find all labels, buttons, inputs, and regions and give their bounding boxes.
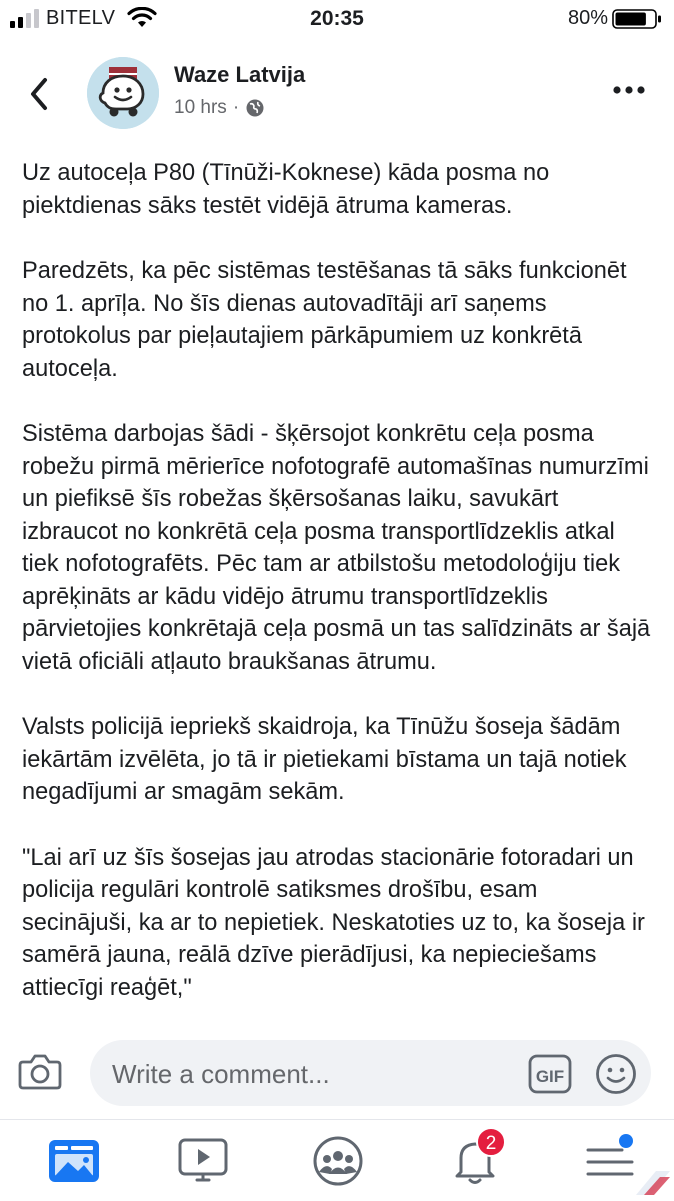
post-paragraph: "Lai arī uz šīs šosejas jau atrodas stacionārie fotoradari un policija regulāri kontrolē satiksmes drošību, esam secinājuši, ka ar to nepietiek. Neskatoties uz to, ka šoseja ir samērā jauna, reālā dzīve pierādījusi, ka nepieciešams attiecīgi reaģēt,"	[22, 844, 645, 1001]
clock: 20:35	[310, 7, 364, 30]
meta-separator: ·	[232, 97, 240, 118]
page-avatar[interactable]	[87, 57, 159, 129]
camera-icon[interactable]	[18, 1051, 62, 1091]
post-paragraph: Paredzēts, ka pēc sistēmas testēšanas tā sāks funkcionēt no 1. aprīļa. No šīs dienas autovadītāji arī saņems protokolus par pieļautajiem pārkāpumiem uz konkrētā autoceļa.	[22, 258, 627, 382]
post-paragraph: Sistēma darbojas šādi - šķērsojot konkrētu ceļa posma robežu pirmā mērierīce nofotografē automašīnas numurzīmi un piefiksē šīs robežas šķērsošanas laiku, savukārt izbraucot no konkrētā ceļa posma transportlīdzeklis atkal tiek nofotografēts. Pēc tam ar atbilstošu metodoloģiju tiek aprēķināts ar kādu vidējo ātrumu transportlīdzeklis pārvietojies konkrētajā ceļa posmā un tas salīdzināts ar šajā vietā oficiāli atļauto braukšanas ātrumu.	[22, 421, 651, 675]
tab-bar	[0, 1119, 674, 1201]
waze-logo-icon	[87, 57, 159, 129]
tab-groups[interactable]	[310, 1134, 366, 1188]
status-bar	[0, 0, 674, 40]
post-meta	[174, 97, 265, 119]
tab-watch[interactable]	[175, 1134, 231, 1188]
post-paragraph: Valsts policijā iepriekš skaidroja, ka Tīnūžu šoseja šādām iekārtām izvēlēta, jo tā ir pietiekami bīstama un tajā notiek negadījumi ar smagām sekām.	[22, 714, 627, 805]
comment-bar	[0, 1029, 674, 1119]
back-icon[interactable]	[24, 74, 54, 114]
battery-percent: 80%	[567, 7, 608, 29]
post-paragraph: Uz autoceļa P80 (Tīnūži-Koknese) kāda posma no piektdienas sāks testēt vidējā ātruma kameras.	[22, 160, 550, 219]
more-options-icon[interactable]	[612, 84, 646, 96]
notification-badge: 2	[476, 1127, 506, 1157]
emoji-icon[interactable]	[595, 1053, 637, 1095]
comment-field[interactable]	[90, 1040, 651, 1106]
gif-label: GIF	[535, 1067, 565, 1086]
watch-icon	[175, 1134, 231, 1188]
news-feed-icon	[46, 1134, 102, 1188]
page-name[interactable]: Waze Latvija	[174, 62, 306, 87]
carrier-name: BITELV	[46, 7, 116, 29]
tab-news-feed[interactable]	[46, 1134, 102, 1188]
gif-icon[interactable]	[528, 1054, 572, 1094]
comment-input[interactable]: Write a comment...	[112, 1059, 330, 1089]
post-text	[22, 157, 652, 1027]
post-time[interactable]: 10 hrs	[174, 97, 227, 118]
battery-icon	[612, 9, 662, 29]
globe-icon	[245, 98, 265, 118]
menu-indicator-dot	[619, 1134, 633, 1148]
watermark-logo-icon	[630, 1161, 674, 1201]
groups-icon	[310, 1134, 366, 1188]
